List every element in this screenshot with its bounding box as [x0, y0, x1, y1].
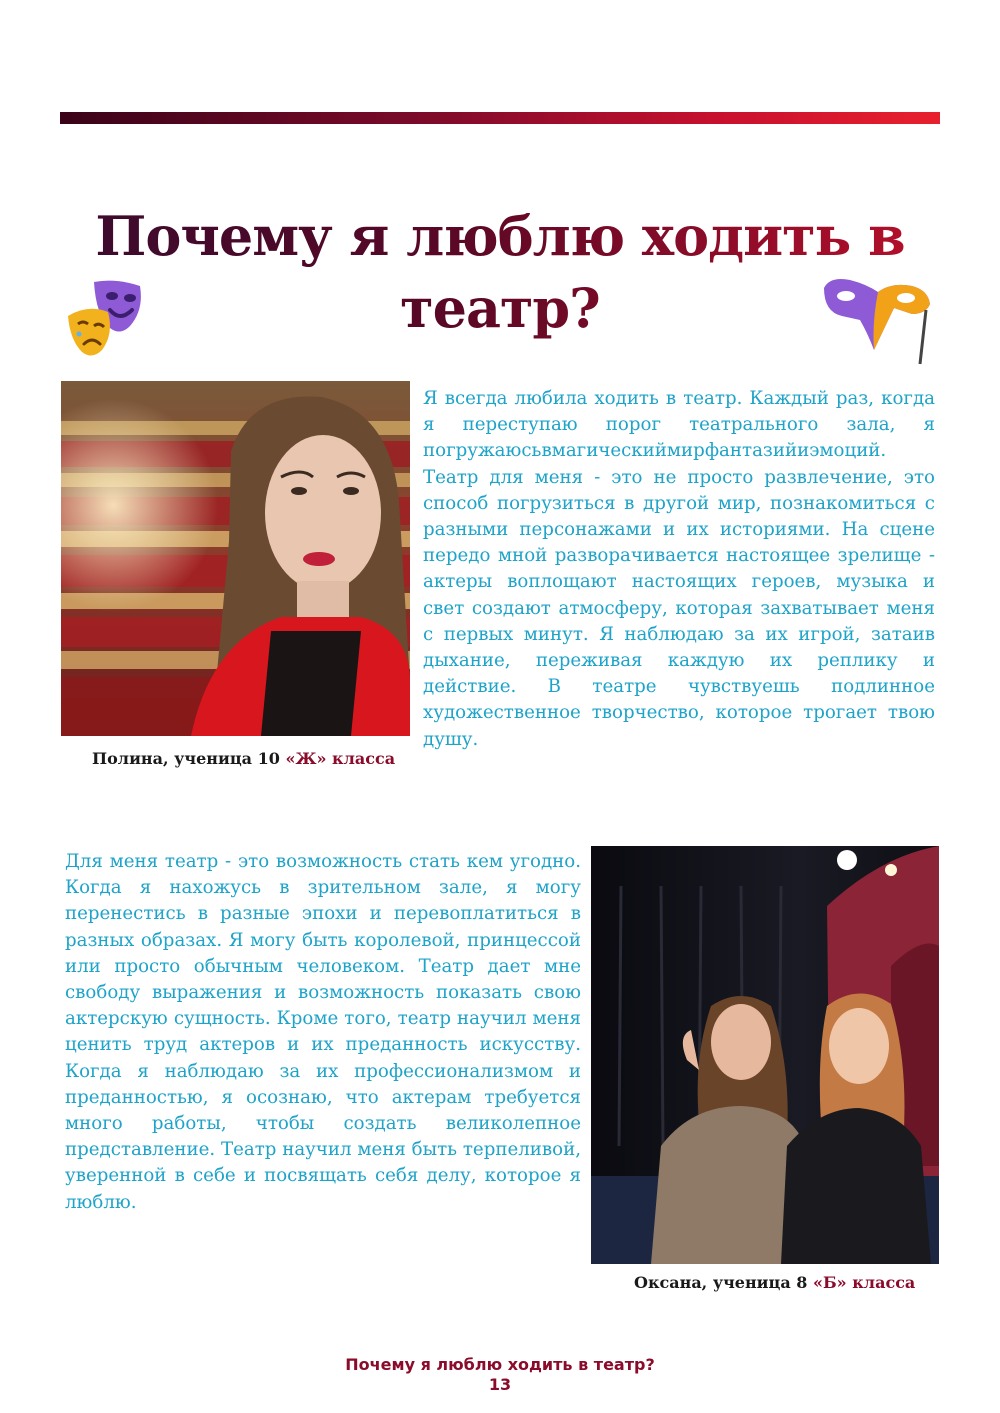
footer-title: Почему я люблю ходить в театр? — [345, 1355, 655, 1374]
section2-text: Для меня театр - это возможность стать кем угодно. Когда я нахожусь в зрительном зале, я могу перенестись в разные эпохи и перевоплатиться в разных образах. Я могу быть королевой, принцессой или просто обычным человеком. Театр дает мне свободу выражения и возможность показать свою актерскую сущность. Кроме того, театр научил меня ценить труд актеров и их преданность искусству. Когда я наблюдаю за их профессионализмом и преданностью, я осознаю, что актерам требуется много работы, чтобы создать великолепное представление. Театр научил меня быть терпеливой, уверенной в себе и посвящать себя делу, которое я люблю. — [65, 851, 581, 1213]
carnival-mask-icon — [820, 274, 936, 366]
caption-oksana — [634, 1273, 915, 1292]
caption-polina — [92, 749, 395, 768]
caption-polina-name: Полина, ученица 10 — [92, 749, 286, 768]
footer-page-number: 13 — [488, 1375, 512, 1394]
caption-oksana-name: Оксана, ученица 8 — [634, 1273, 813, 1292]
page-title — [60, 200, 940, 344]
theater-masks-icon — [64, 276, 148, 360]
page-title-line2: театр? — [400, 276, 600, 340]
caption-polina-class: «Ж» класса — [285, 749, 396, 768]
photo-polina — [61, 381, 410, 736]
header-accent-bar — [60, 112, 940, 124]
caption-oksana-class: «Б» класса — [813, 1273, 916, 1292]
section1-text: Я всегда любила ходить в театр. Каждый раз, когда я переступаю порог театрального зала, я погружаюсьвмагическиймирфантазийиэмоций. Театр для меня - это не просто развлечение, это способ погрузиться в другой мир, познакомиться с разными персонажами и их историями. На сцене передо мной разворачивается настоящее зрелище - актеры воплощают настоящих героев, музыка и свет создают атмосферу, которая захватывает меня с первых минут. Я наблюдаю за их игрой, затаив дыхание, переживая каждую их реплику и действие. В театре чувствуешь подлинное художественное творчество, которое трогает твою душу. — [423, 388, 935, 750]
page-title-line1: Почему я люблю ходить в — [95, 204, 905, 268]
photo-oksana — [591, 846, 939, 1264]
